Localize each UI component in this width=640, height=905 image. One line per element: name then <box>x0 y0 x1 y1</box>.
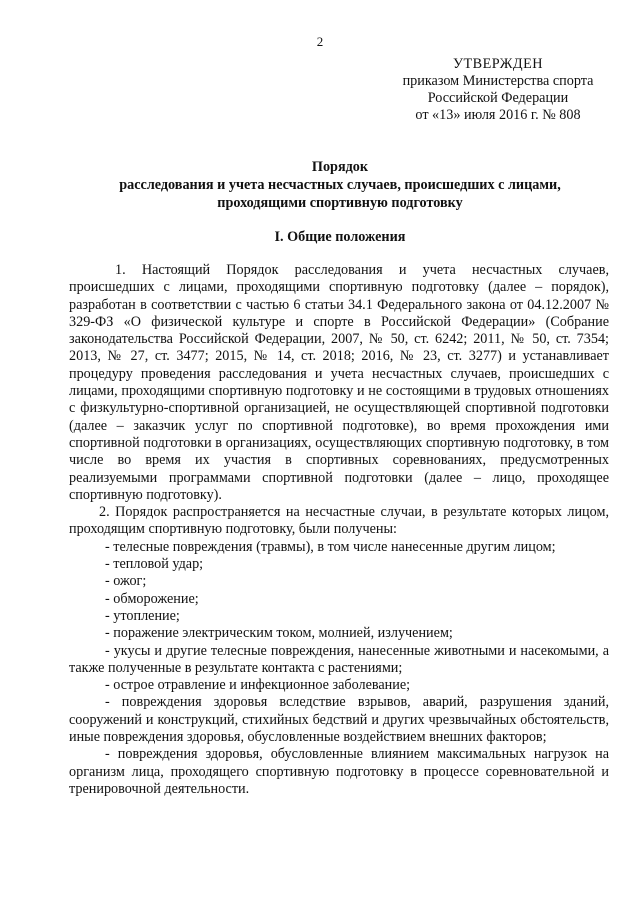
list-item: - острое отравление и инфекционное заболевание; <box>105 677 411 694</box>
approval-stamp <box>393 56 603 124</box>
document-title <box>80 158 600 212</box>
list-item: - укусы и другие телесные повреждения, нанесенные животными и насекомыми, а также полученные в результате контакта с растениями; <box>69 642 609 676</box>
title-line-2: расследования и учета несчастных случаев, происшедших с лицами, <box>119 177 561 193</box>
paragraph-1: 1. Настоящий Порядок расследования и учета несчастных случаев, происшедших с лицами, проходящими спортивную подготовку (далее – порядок), разработан в соответствии с частью 6 статьи 34.1 Федерального закона от 04.12.2007 № 329-ФЗ «О физической культуре и спорте в Российской Федерации» (Собрание законодательства Российской Федерации, 2007, № 50, ст. 6242; 2011, № 50, ст. 7354; 2013, № 27, ст. 3477; 2015, № 14, ст. 2018; 2016, № 23, ст. 3277) и устанавливает процедуру проведения расследования и учета несчастных случаев, происшедших с лицами, проходящими спортивную подготовку и не состоящими в трудовых отношениях с физкультурно-спортивной организацией, не осуществляющей спортивной подготовки (далее – заказчик услуг по спортивной подготовке), во время прохождения ими спортивной подготовки в организациях, осуществляющих спортивную подготовку, в том числе во время их участия в спортивных соревнованиях, предусмотренных реализуемыми программами спортивной подготовки (далее – лицо, проходящее спортивную подготовку). <box>69 262 609 503</box>
list-item: - обморожение; <box>105 590 199 607</box>
list-item: - повреждения здоровья, обусловленные влиянием максимальных нагрузок на организм лица, проходящего спортивную подготовку в процессе соревновательной и тренировочной деятельности. <box>69 746 609 797</box>
approval-line-1: приказом Министерства спорта <box>402 73 594 89</box>
title-line-3: проходящими спортивную подготовку <box>217 195 463 211</box>
approval-lead: УТВЕРЖДЕН <box>452 56 544 72</box>
approval-line-3: от «13» июля 2016 г. № 808 <box>415 107 581 123</box>
list-item: - поражение электрическим током, молнией, излучением; <box>105 625 453 642</box>
section-heading: I. Общие положения <box>274 229 406 245</box>
page-number: 2 <box>316 34 324 49</box>
title-line-1: Порядок <box>311 159 369 175</box>
document-body <box>69 262 609 798</box>
list-item: - утопление; <box>105 607 180 624</box>
list-item: - телесные повреждения (травмы), в том числе нанесенные другим лицом; <box>105 538 556 555</box>
approval-line-2: Российской Федерации <box>427 90 569 106</box>
list-item: - тепловой удар; <box>105 556 204 573</box>
list-item: - ожог; <box>105 573 147 590</box>
paragraph-2: 2. Порядок распространяется на несчастные случаи, в результате которых лицом, проходящим спортивную подготовку, были получены: <box>69 504 609 538</box>
list-item: - повреждения здоровья вследствие взрывов, аварий, разрушения зданий, сооружений и конструкций, стихийных бедствий и других чрезвычайных обстоятельств, иные повреждения здоровья, обусловленные воздействием внешних факторов; <box>69 694 609 746</box>
